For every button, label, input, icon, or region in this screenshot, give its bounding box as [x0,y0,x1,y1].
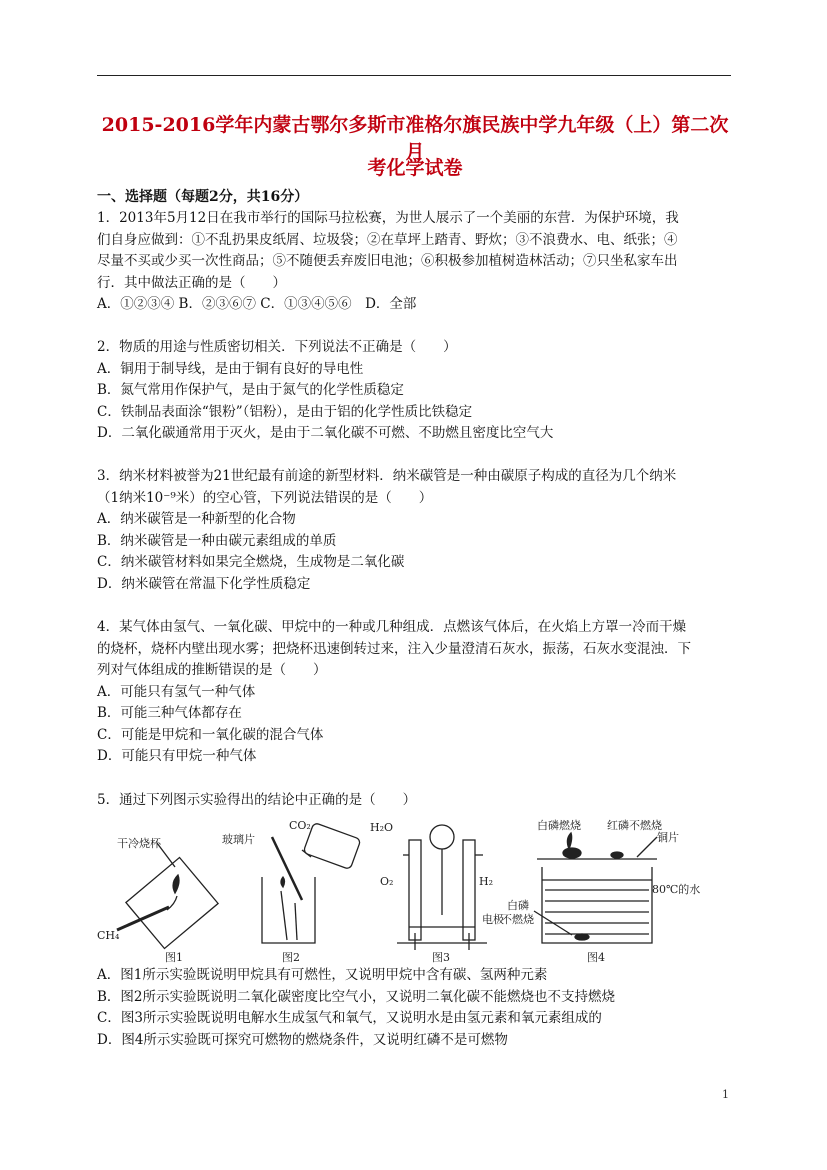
option-a: A．可能只有氢气一种气体 [97,683,256,700]
fig2-gas-label: CO₂ [289,819,311,832]
question-2 [97,337,733,445]
fig3-h2-label: H₂ [479,875,494,888]
exam-title-line2: 考化学试卷 [367,157,463,179]
experiment-figures [97,815,727,965]
option-c: C．铁制品表面涂“银粉”（铝粉），是由于铝的化学性质比铁稳定 [97,403,473,420]
option-b: B．氮气常用作保护气，是由于氮气的化学性质稳定 [97,382,404,398]
fig3-o2-label: O₂ [380,875,394,888]
figure-4-combustion-diagram [534,833,657,943]
fig1-label: 图1 [165,951,183,964]
fig3-label: 图3 [432,951,450,964]
question-1-line: 行．其中做法正确的是（ ） [97,274,286,291]
fig1-cup-label: 干冷烧杯 [117,837,161,850]
question-1-line: 尽量不买或少买一次性商品；⑤不随便丢弃废旧电池；⑥积极参加植树造林活动；⑦只坐私家车出 [97,253,678,269]
question-4-line: 4．某气体由氢气、一氧化碳、甲烷中的一种或几种组成．点燃该气体后，在火焰上方罩一冷而干燥 [97,619,687,635]
question-5-options [97,965,733,1051]
option-a: A．铜用于制导线，是由于铜有良好的导电性 [97,360,364,377]
section-heading: 一、选择题（每题2分，共16分） [97,189,309,205]
header-rule [97,75,731,76]
fig1-gas-label: CH₄ [97,929,120,942]
question-4-line: 列对气体组成的推断错误的是（ ） [97,662,327,678]
question-1 [97,208,733,316]
option-d: D．二氧化碳通常用于灭火，是由于二氧化碳不可燃、不助燃且密度比空气大 [97,425,554,441]
fig2-label: 图2 [282,951,300,964]
fig2-glass-label: 玻璃片 [222,833,255,846]
fig4-copper-label: 铜片 [657,831,679,844]
option-b: B．纳米碳管是一种由碳元素组成的单质 [97,532,337,549]
question-3 [97,466,733,595]
figure-2-co2-diagram [262,822,361,943]
question-3-line: （1纳米10⁻⁹米）的空心管，下列说法错误的是（ ） [97,489,433,506]
fig3-electrode-label: 电极 [482,913,504,926]
option-b: B．可能三种气体都存在 [97,705,242,721]
question-2-stem: 2．物质的用途与性质密切相关．下列说法不正确是（ ） [97,339,457,355]
option-a: A．图1所示实验既说明甲烷具有可燃性，又说明甲烷中含有碳、氢两种元素 [97,967,548,983]
option-b: B．图2所示实验既说明二氧化碳密度比空气小，又说明二氧化碳不能燃烧也不支持燃烧 [97,988,616,1005]
fig3-h2o-label: H₂O [370,821,394,834]
fig4-water-label: 80℃的水 [652,883,701,896]
question-4-line: 的烧杯，烧杯内壁出现水雾；把烧杯迅速倒转过来，注入少量澄清石灰水，振荡，石灰水变混浊．下 [97,640,691,657]
option-c: C．可能是甲烷和一氧化碳的混合气体 [97,726,324,743]
question-1-options: A．①②③④ B．②③⑥⑦ C．①③④⑤⑥ D．全部 [97,296,417,312]
fig4-white-label: 白磷 [507,899,529,912]
question-3-line: 3．纳米材料被誉为21世纪最有前途的新型材料．纳米碳管是一种由碳原子构成的直径为几个纳米 [97,468,677,484]
option-c: C．图3所示实验既说明电解水生成氢气和氧气，又说明水是由氢元素和氧元素组成的 [97,1010,602,1026]
question-1-line: 1．2013年5月12日在我市举行的国际马拉松赛，为世人展示了一个美丽的东营．为保护环境，我 [97,210,679,226]
figure-3-electrolysis-diagram [397,825,487,950]
question-1-line: 们自身应做到：①不乱扔果皮纸屑、垃圾袋；②在草坪上踏青、野炊；③不浪费水、电、纸张；④ [97,231,678,248]
page-number: 1 [722,1088,729,1101]
option-d: D．纳米碳管在常温下化学性质稳定 [97,575,311,592]
fig4-white-burn-label: 白磷燃烧 [537,819,581,832]
question-4 [97,617,733,768]
exam-title-line1: 2015-2016学年内蒙古鄂尔多斯市准格尔旗民族中学九年级（上）第二次月 [101,114,729,163]
fig4-noburn-label: 不燃烧 [501,913,534,926]
fig4-label: 图4 [587,951,605,964]
option-c: C．纳米碳管材料如果完全燃烧，生成物是二氧化碳 [97,554,405,570]
option-d: D．图4所示实验既可探究可燃物的燃烧条件，又说明红磷不是可燃物 [97,1031,508,1048]
figure-1-beaker-diagram [117,843,218,948]
fig4-red-noburn-label: 红磷不燃烧 [607,819,662,832]
option-a: A．纳米碳管是一种新型的化合物 [97,511,296,527]
question-5-stem: 5．通过下列图示实验得出的结论中正确的是（ ） [97,792,417,808]
option-d: D．可能只有甲烷一种气体 [97,748,257,764]
